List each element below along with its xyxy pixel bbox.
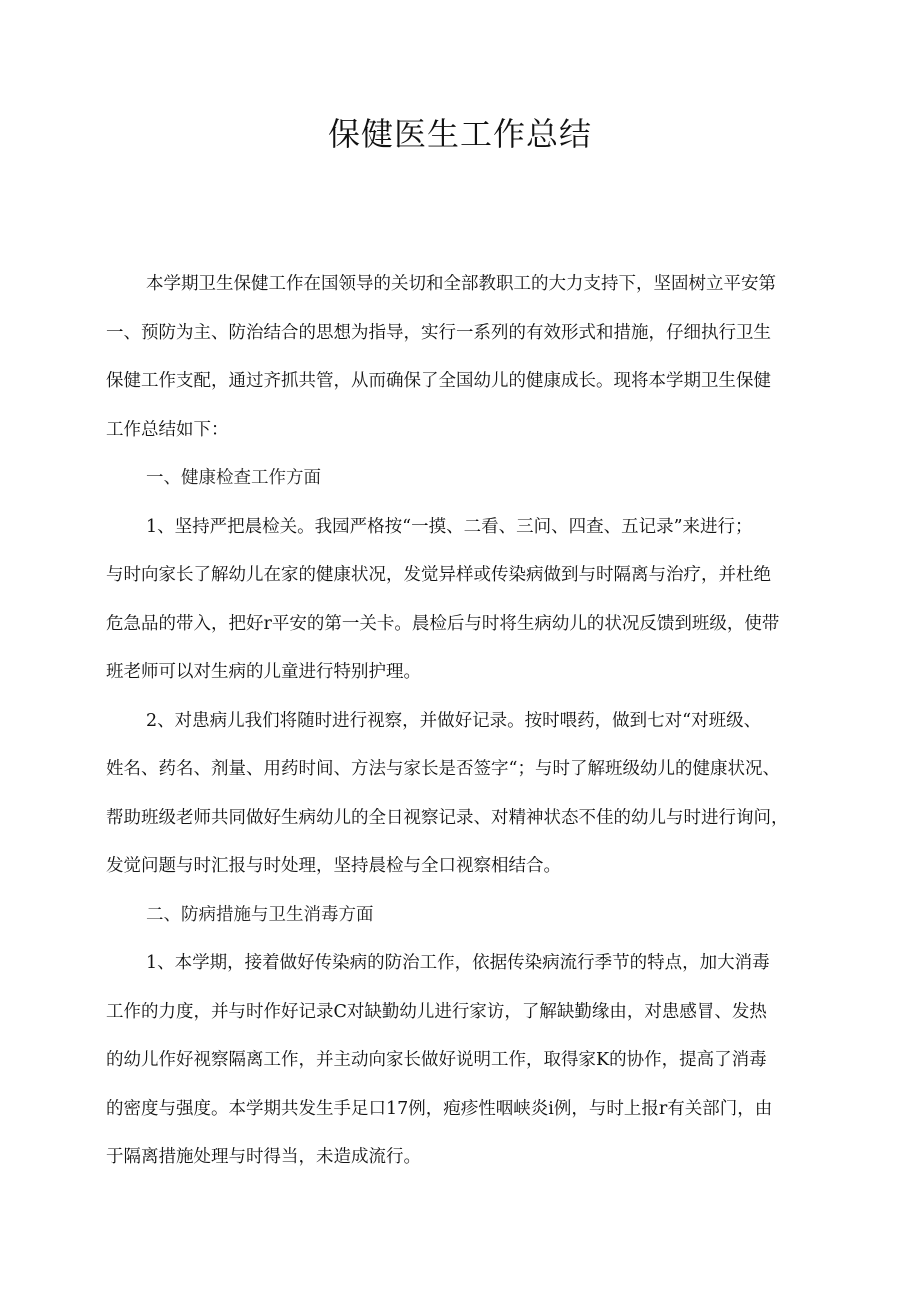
section1-item1-line: 与时向家长了解幼儿在家的健康状况，发觉异样或传染病做到与时隔离与治疗，并杜绝 [106,565,771,585]
section-heading-prevention: 二、防病措施与卫生消毒方面 [146,904,374,925]
intro-line: 工作总结如下： [106,419,229,440]
section1-item1-line: 班老师可以对生病的儿童进行特别护理。 [106,662,421,682]
section1-item2-line: 姓名、药名、剂量、用药时间、方法与家长是否签字“；与时了解班级幼儿的健康状况、 [106,759,780,779]
section1-item2-line: 帮助班级老师共同做好生病幼儿的全日视察记录、对精神状态不佳的幼儿与时进行询问， [106,807,789,828]
section2-item1-line: 的密度与强度。本学期共发生手足口17例，疱疹性咽峡炎i例，与时上报r有关部门，由 [106,1098,773,1119]
intro-line: 一、预防为主、防治结合的思想为指导，实行一系列的有效形式和措施，仔细执行卫生 [106,322,771,343]
intro-line: 本学期卫生保健工作在国领导的关切和全部教职工的大力支持下，坚固树立平安第 [146,274,776,294]
section2-item1-line: 的幼儿作好视察隔离工作，并主动向家长做好说明工作，取得家K的协作，提高了消毒 [106,1050,767,1070]
section1-item2-line: 发觉问题与时汇报与时处理，坚持晨检与全口视察相结合。 [106,856,561,876]
section1-item2-line: 2、对患病儿我们将随时进行视察，并做好记录。按时喂药，做到七对“对班级、 [146,710,762,731]
section1-item1-line: 1、坚持严把晨检关。我园严格按“一摸、二看、三问、四查、五记录”来进行； [146,516,753,537]
document-body [106,260,822,1182]
section1-item1-line: 危急品的带入，把好r平安的第一关卡。晨检后与时将生病幼儿的状况反馈到班级，使带 [106,613,780,634]
intro-line: 保健工作支配，通过齐抓共管，从而确保了全国幼儿的健康成长。现将本学期卫生保健 [106,371,771,391]
section-heading-health-check: 一、健康检查工作方面 [146,468,321,488]
document-title: 保健医生工作总结 [327,115,592,153]
section2-item1-line: 于隔离措施处理与时得当，未造成流行。 [106,1147,421,1167]
section2-item1-line: 1、本学期，接着做好传染病的防治工作，依据传染病流行季节的特点，加大消毒 [146,953,770,973]
section2-item1-line: 工作的力度，并与时作好记录C对缺勤幼儿进行家访，了解缺勤缘由，对患感冒、发热 [106,1001,767,1022]
